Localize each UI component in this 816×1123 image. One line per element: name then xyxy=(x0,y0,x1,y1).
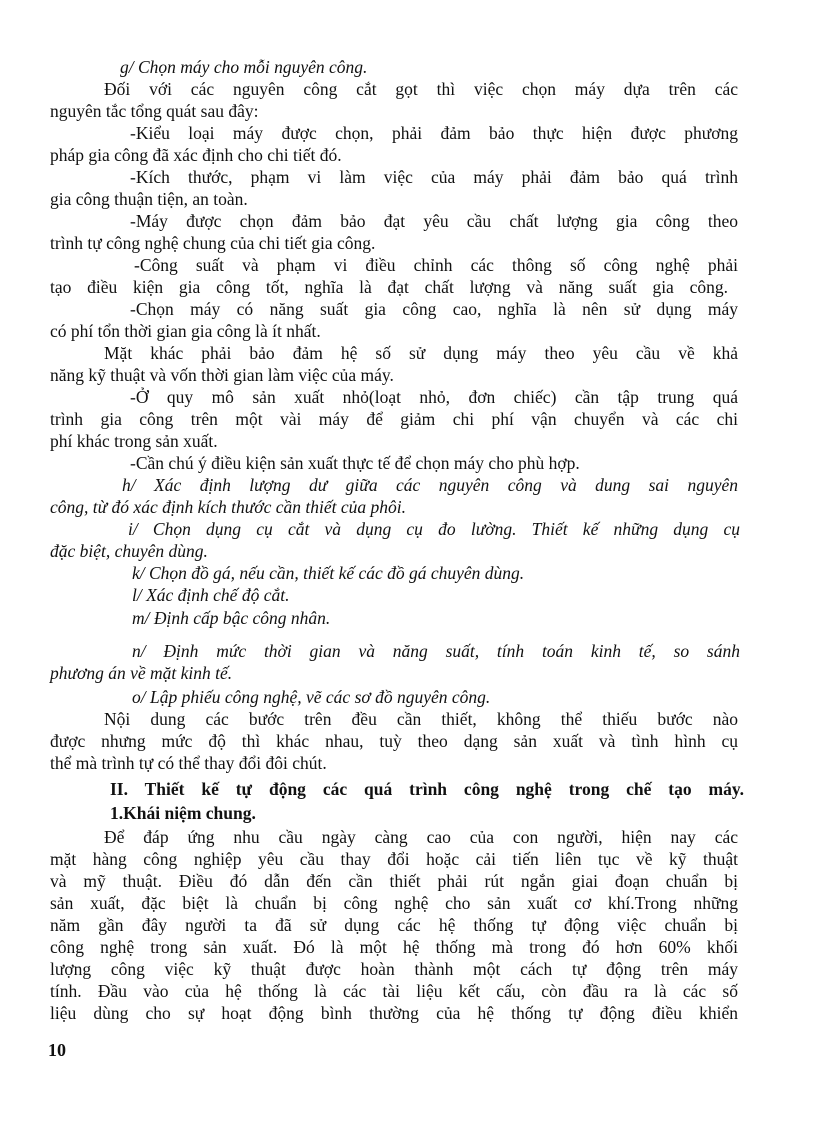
list-item-line: -Máy được chọn đảm bảo đạt yêu cầu chất lượng gia công theo xyxy=(130,211,738,231)
paragraph-line: năng kỹ thuật và vốn thời gian làm việc của máy. xyxy=(50,365,394,385)
paragraph-line: Mặt khác phải bảo đảm hệ số sử dụng máy theo yêu cầu về khả xyxy=(104,343,738,363)
paragraph-line: nguyên tắc tổng quát sau đây: xyxy=(50,101,259,121)
paragraph-line: Để đáp ứng nhu cầu ngày càng cao của con người, hiện nay các xyxy=(104,827,738,847)
list-item-line: trình gia công trên một vài máy để giảm chi phí vận chuyển và các chi xyxy=(50,409,738,429)
list-item-line: tạo điều kiện gia công tốt, nghĩa là đạt chất lượng và năng suất gia công. xyxy=(50,277,728,297)
list-item-line: -Cần chú ý điều kiện sản xuất thực tế để chọn máy cho phù hợp. xyxy=(130,453,580,473)
section-title: II. Thiết kế tự động các quá trình công nghệ trong chế tạo máy. xyxy=(110,779,744,799)
heading-n-cont: phương án về mặt kinh tế. xyxy=(50,663,233,683)
list-item-line: có phí tổn thời gian gia công là ít nhất. xyxy=(50,321,321,341)
paragraph-line: mặt hàng công nghiệp yêu cầu thay đổi hoặc cải tiến liên tục về kỹ thuật xyxy=(50,849,738,869)
heading-h: h/ Xác định lượng dư giữa các nguyên công và dung sai nguyên xyxy=(122,475,738,495)
heading-i: i/ Chọn dụng cụ cắt và dụng cụ đo lường. Thiết kế những dụng cụ xyxy=(128,519,740,539)
heading-n: n/ Định mức thời gian và năng suất, tính toán kinh tế, so sánh xyxy=(132,641,740,661)
paragraph-line: lượng công việc kỹ thuật được hoàn thành một cách tự động trên máy xyxy=(50,959,738,979)
heading-i-cont: đặc biệt, chuyên dùng. xyxy=(50,541,208,561)
paragraph-line: năm gần đây người ta đã sử dụng các hệ thống tự động việc chuẩn bị xyxy=(50,915,738,935)
heading-g: g/ Chọn máy cho mỗi nguyên công. xyxy=(120,57,368,77)
list-item-line: trình tự công nghệ chung của chi tiết gia công. xyxy=(50,233,376,253)
list-item-line: -Công suất và phạm vi điều chỉnh các thông số công nghệ phải xyxy=(134,255,738,275)
paragraph-line: Nội dung các bước trên đều cần thiết, không thể thiếu bước nào xyxy=(104,709,738,729)
paragraph-line: công nghệ trong sản xuất. Đó là một hệ thống mà trong đó hơn 60% khối xyxy=(50,937,738,957)
heading-l: l/ Xác định chế độ cắt. xyxy=(132,585,290,605)
paragraph-line: sản xuất, đặc biệt là chuẩn bị công nghệ cho sản xuất cơ khí.Trong những xyxy=(50,893,738,913)
paragraph-line: liệu dùng cho sự hoạt động bình thường của hệ thống tự động điều khiển xyxy=(50,1003,738,1023)
list-item-line: -Ở quy mô sản xuất nhỏ(loạt nhỏ, đơn chiếc) cần tập trung quá xyxy=(130,387,738,407)
list-item-line: -Chọn máy có năng suất gia công cao, nghĩa là nên sử dụng máy xyxy=(130,299,738,319)
page-number: 10 xyxy=(48,1040,66,1060)
list-item-line: pháp gia công đã xác định cho chi tiết đó. xyxy=(50,145,342,165)
heading-m: m/ Định cấp bậc công nhân. xyxy=(132,608,331,628)
list-item-line: -Kiểu loại máy được chọn, phải đảm bảo thực hiện được phương xyxy=(130,123,738,143)
paragraph-line: tính. Đầu vào của hệ thống là các tài liệu kết cấu, còn đầu ra là các số xyxy=(50,981,738,1001)
list-item-line: -Kích thước, phạm vi làm việc của máy phải đảm bảo quá trình xyxy=(130,167,738,187)
paragraph-line: thể mà trình tự có thể thay đổi đôi chút. xyxy=(50,753,327,773)
subsection-title: 1.Khái niệm chung. xyxy=(110,803,256,823)
paragraph-line: được nhưng mức độ thì khác nhau, tuỳ theo dạng sản xuất và tình hình cụ xyxy=(50,731,738,751)
paragraph-line: Đối với các nguyên công cắt gọt thì việc chọn máy dựa trên các xyxy=(104,79,738,99)
heading-k: k/ Chọn đồ gá, nếu cần, thiết kế các đồ gá chuyên dùng. xyxy=(132,563,525,583)
list-item-line: gia công thuận tiện, an toàn. xyxy=(50,189,248,209)
paragraph-line: và mỹ thuật. Điều đó dẫn đến cần thiết phải rút ngắn giai đoạn chuẩn bị xyxy=(50,871,738,891)
heading-o: o/ Lập phiếu công nghệ, vẽ các sơ đồ nguyên công. xyxy=(132,687,491,707)
list-item-line: phí khác trong sản xuất. xyxy=(50,431,218,451)
heading-h-cont: công, từ đó xác định kích thước cần thiết của phôi. xyxy=(50,497,406,517)
